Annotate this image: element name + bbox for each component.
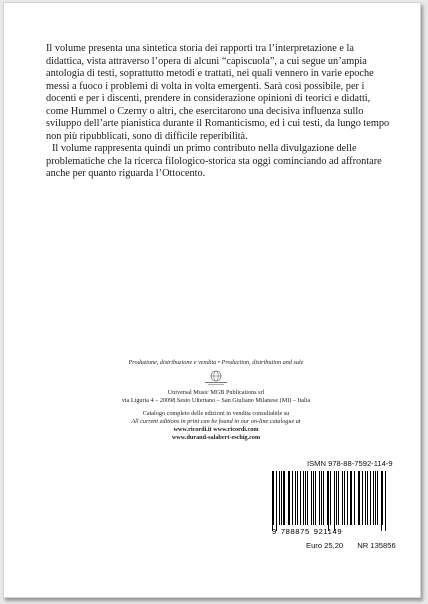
catalog-number: NR 135856 bbox=[357, 541, 396, 550]
barcode-digits bbox=[272, 527, 388, 536]
catalog-text-en: All current editions in print can be found in our on-line catalogue at bbox=[131, 418, 301, 425]
barcode-digit-left: 788875 bbox=[280, 527, 310, 536]
barcode-bars bbox=[272, 471, 388, 531]
barcode-bar bbox=[315, 471, 316, 525]
universal-music-logo bbox=[203, 370, 229, 386]
barcode-bar bbox=[367, 471, 368, 525]
barcode bbox=[272, 471, 388, 536]
barcode-bar bbox=[377, 471, 378, 525]
publisher-imprint bbox=[96, 359, 336, 442]
barcode-bar bbox=[279, 471, 280, 525]
ismn-number: ISMN 978-88-7592-114-9 bbox=[307, 459, 393, 468]
barcode-bar bbox=[288, 471, 289, 525]
barcode-bar bbox=[342, 471, 343, 525]
back-cover-page bbox=[3, 2, 421, 598]
barcode-digit-right: 921149 bbox=[313, 527, 343, 536]
production-line: Produzione, distribuzione e vendita • Production, distribution and sale bbox=[128, 359, 304, 366]
barcode-bar bbox=[359, 471, 360, 525]
barcode-bar bbox=[295, 471, 296, 525]
publisher-name: Universal Music MGB Publications srl bbox=[167, 389, 265, 396]
barcode-bar bbox=[283, 471, 284, 525]
price-line bbox=[306, 541, 396, 550]
description-paragraph-1: Il volume presenta una sintetica storia dei rapporti tra l’interpretazione e la didattica, vista attraverso l’opera di alcuni “capiscuola”, a cui segue un’ampia antologia di testi, soprattutto metodi e trattati, nei quali vennero in varie epoche messi a fuoco i problemi di volta in volta emergenti. Sarà così possibile, per i docenti e per i discenti, prendere in considerazione opinioni di teorici e didatti, come Hummel o Czerny o altri, che esercitarono una decisiva influenza sullo sviluppo dell’arte pianistica durante il Romanticismo, ed i cui testi, da lungo tempo non più ripubblicati, sono di difficile reperibilità. bbox=[46, 43, 390, 142]
globe-logo-icon bbox=[203, 370, 229, 386]
publisher-address: via Liguria 4 – 20098 Sesto Ulteriano – San Giuliano Milanese (MI) – Italia bbox=[121, 397, 311, 404]
price-label: Euro 25,20 bbox=[306, 541, 344, 550]
barcode-bar bbox=[311, 471, 312, 525]
barcode-bar bbox=[330, 471, 331, 525]
barcode-bar bbox=[307, 471, 308, 525]
barcode-bar bbox=[344, 471, 345, 525]
description-paragraph-2: Il volume rappresenta quindi un primo contributo nella divulgazione delle problematiche che la ricerca filologico-storica sta oggi cominciando ad affrontare anche per quanto riguarda l’Ottocento. bbox=[46, 143, 382, 179]
website-urls: www.ricordi.it www.ricordi.com bbox=[173, 426, 259, 433]
description-text bbox=[46, 43, 391, 181]
website-url-durand: www.durand-salabert-eschig.com bbox=[171, 434, 261, 441]
barcode-digit-prefix: 9 bbox=[272, 527, 277, 536]
catalog-text-it: Catalogo completo delle edizioni in vendita consultabile su bbox=[142, 410, 290, 417]
barcode-bar bbox=[334, 471, 335, 531]
barcode-bar bbox=[351, 471, 352, 525]
barcode-bar bbox=[365, 471, 366, 525]
barcode-bar bbox=[297, 471, 298, 525]
